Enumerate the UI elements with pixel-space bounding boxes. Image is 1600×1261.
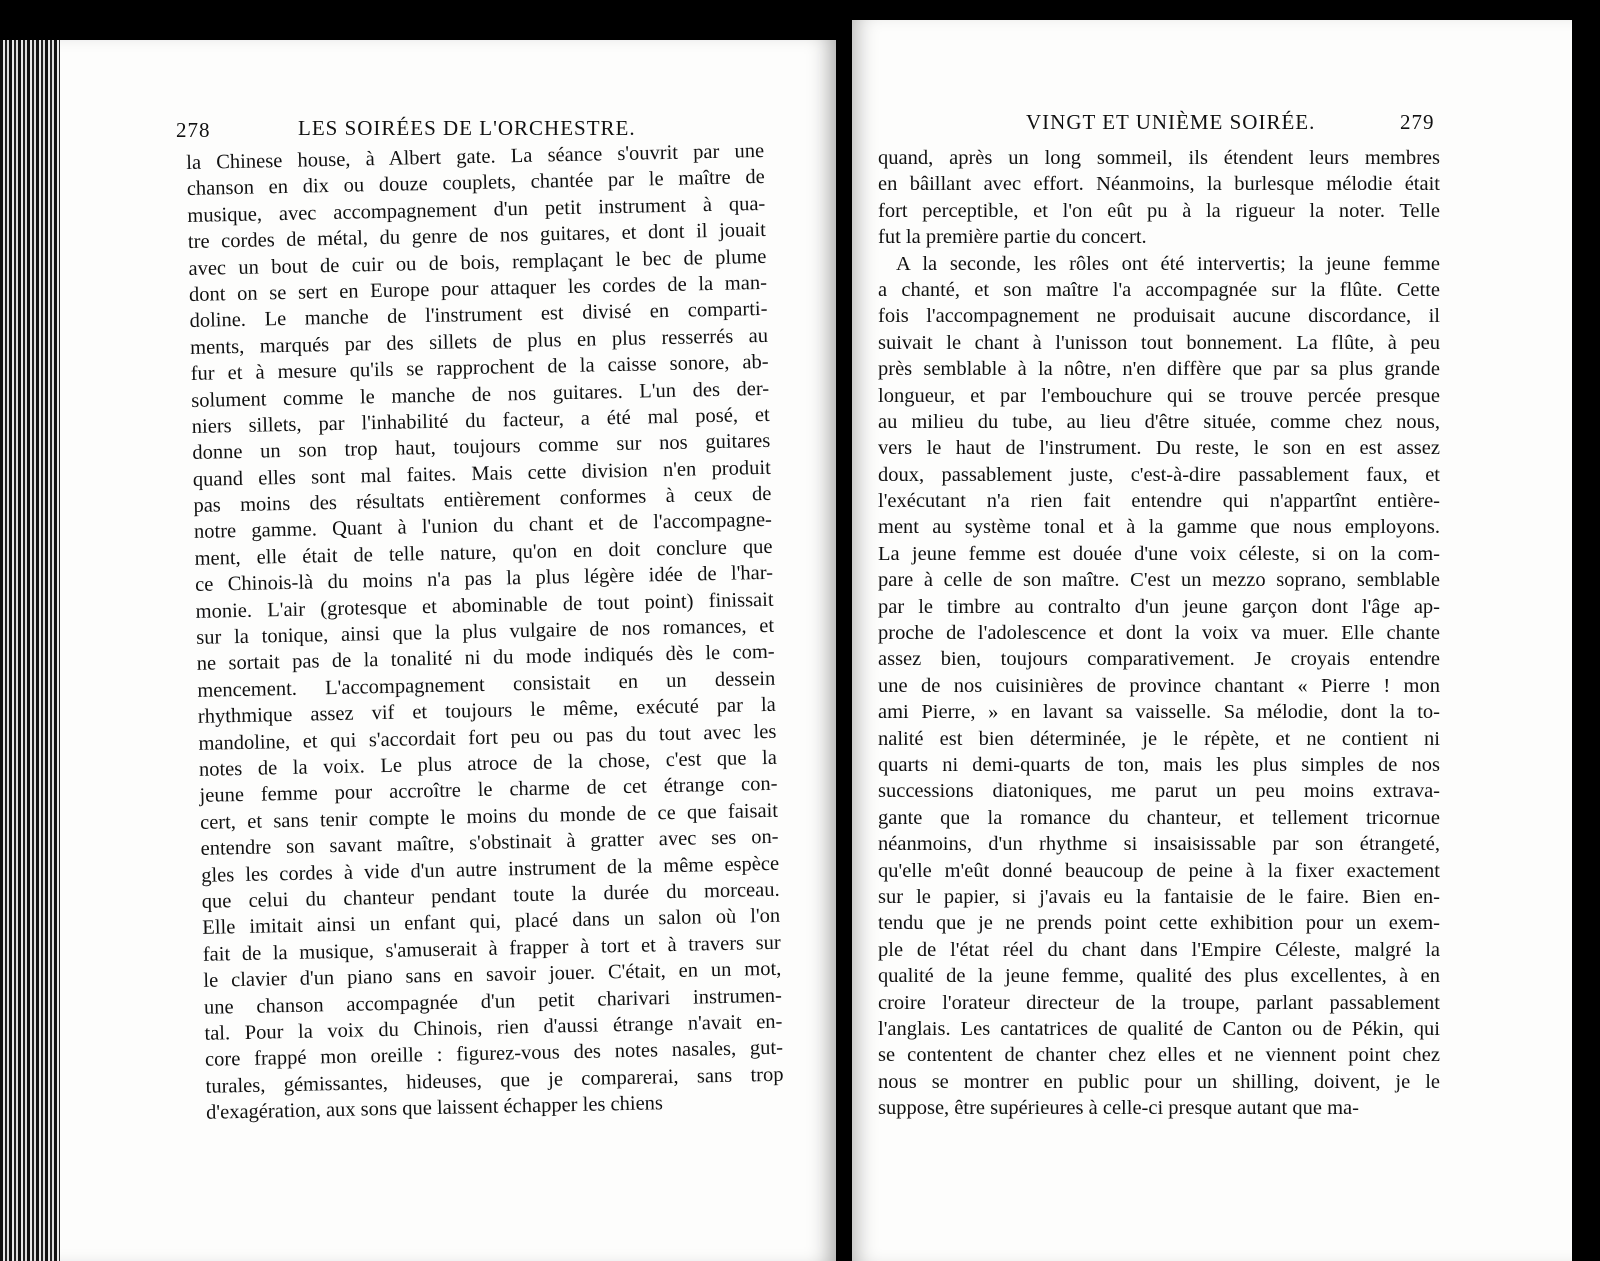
text-line: nous se montrer en public pour un shilling, doivent, je le (878, 1070, 1440, 1093)
text-line: nalité est bien déterminée, je le répète, et ne contient ni (878, 727, 1440, 750)
text-line: ami Pierre, » en lavant sa vaisselle. Sa mélodie, dont la to- (878, 701, 1440, 724)
text-line: une chanson accompagnée d'un petit charivari instrumen- (203, 984, 783, 1019)
text-line: fois l'accompagnement ne produisait aucune discordance, il (878, 305, 1440, 328)
text-line: notes de la voix. Le plus atroce de la chose, c'est que la (198, 746, 778, 781)
text-line: assez bien, toujours comparativement. Je croyais entendre (878, 648, 1440, 671)
text-line: que celui du chanteur pendant toute la durée du morceau. (201, 878, 780, 913)
text-line: sur la tonique, ainsi que la plus vulgaire de nos romances, et (195, 614, 775, 649)
text-line: néanmoins, d'un rhythme si insaisissable par son étrangeté, (878, 833, 1440, 856)
left-running-head: LES SOIRÉES DE L'ORCHESTRE. (298, 116, 636, 140)
text-line: tre cordes de métal, du genre de nos guitares, et dont il jouait (187, 219, 767, 254)
text-line: successions diatoniques, me parut un peu moins extrava- (878, 780, 1440, 803)
text-line: une de nos cuisinières de province chantant « Pierre ! mon (878, 674, 1440, 697)
right-running-head: VINGT ET UNIÈME SOIRÉE. (1026, 110, 1316, 134)
right-page-text (878, 145, 1440, 1121)
text-line: chanson en dix ou douze couplets, chantée par le maître de (186, 166, 765, 201)
text-line: turales, gémissantes, hideuses, que je comparerai, sans trop (205, 1063, 784, 1098)
text-line: entendre son savant maître, s'obstinait à gratter avec ses on- (200, 825, 779, 861)
text-line: rhythmique assez vif et toujours le même, exécuté par la (197, 693, 776, 729)
right-page-number: 279 (1400, 110, 1435, 134)
book-gutter (836, 30, 852, 1261)
text-line: vers le haut de l'instrument. Du reste, le son en est assez (878, 437, 1440, 460)
text-line: ce Chinois-là du moins n'a pas la plus légère idée de l'har- (194, 562, 774, 597)
text-line: notre gamme. Quant à l'union du chant et de l'accompagne- (193, 509, 773, 544)
left-page (60, 40, 836, 1261)
text-line: mencement. L'accompagnement consistait en un dessein (197, 667, 776, 702)
text-line: ment au système tonal et à la gamme que nous employons. (878, 516, 1440, 539)
text-line: ment, elle était de telle nature, qu'on en doit conclure que (194, 535, 773, 570)
text-line: A la seconde, les rôles ont été intervertis; la jeune femme (896, 252, 1440, 275)
text-line: mandoline, et qui s'accordait fort peu ou pas du tout avec les (198, 720, 777, 755)
text-line: longueur, et par l'embouchure qui se trouve percée presque (878, 384, 1440, 407)
text-line: qualité de la jeune femme, qualité des plus excellentes, à en (878, 965, 1440, 988)
text-line: près semblable à la nôtre, n'en diffère que par sa plus grande (878, 358, 1440, 381)
text-line: doux, passablement juste, c'est-à-dire passablement faux, et (878, 463, 1440, 486)
text-line: croire l'orateur directeur de la troupe, parlant passablement (878, 991, 1440, 1014)
text-line: l'exécutant n'a rien fait entendre qui n'appartînt entière- (878, 490, 1440, 513)
text-line: en bâillant avec effort. Néanmoins, la burlesque mélodie était (878, 173, 1440, 196)
text-line: avec un bout de cuir ou de bois, remplaçant le bec de plume (188, 245, 767, 280)
text-line: pare à celle de son maître. C'est un mezzo soprano, semblable (878, 569, 1440, 592)
text-line: quarts ni demi-quarts de ton, mais les plus simples de nos (878, 753, 1440, 776)
text-line: proche de l'adolescence et dont la voix va muer. Elle chante (878, 622, 1440, 645)
text-line: le clavier d'un piano sans en savoir jouer. C'était, en un mot, (203, 957, 782, 992)
text-line: a chanté, et son maître l'a accompagnée sur la flûte. Cette (878, 278, 1440, 301)
text-line: ne sortait pas de la tonalité ni du mode indiqués dès le com- (196, 641, 775, 676)
text-line: fait de la musique, s'amuserait à frapper à tort et à travers sur (202, 931, 781, 966)
text-line: tal. Pour la voix du Chinois, rien d'aussi étrange n'avait en- (204, 1010, 783, 1045)
text-line: tendu que je ne prends point cette exhibition pour un exem- (878, 912, 1440, 935)
text-line: dont on se sert en Europe pour attaquer les cordes de la man- (188, 271, 768, 306)
text-line: donne un son trop haut, toujours comme sur nos guitares (192, 430, 771, 465)
text-line: suppose, être supérieures à celle-ci presque autant que ma- (878, 1097, 1359, 1120)
text-line: ments, marqués par des sillets de plus en plus resserrés au (189, 324, 769, 359)
text-line: musique, avec accompagnement d'un petit instrument à qua- (187, 192, 766, 227)
text-line: qu'elle m'eût donné beaucoup de peine à la fixer exactement (878, 859, 1440, 882)
text-line: quand elles sont mal faites. Mais cette division n'en produit (192, 456, 772, 491)
text-line: gante que la romance du chanteur, et tellement tricornue (878, 806, 1440, 829)
text-line: solument comme le manche de nos guitares. L'un des der- (191, 377, 770, 412)
text-line: monie. L'air (grotesque et abominable de tout point) finissait (195, 588, 774, 623)
text-line: la Chinese house, à Albert gate. La séance s'ouvrit par une (186, 139, 765, 174)
text-line: fort perceptible, et l'on eût pu à la rigueur la noter. Telle (878, 199, 1440, 222)
text-line: fur et à mesure qu'ils se rapprochent de la caisse sonore, ab- (190, 350, 769, 386)
text-line: quand, après un long sommeil, ils étendent leurs membres (878, 147, 1440, 169)
text-line: La jeune femme est douée d'une voix céleste, si on la com- (878, 542, 1440, 565)
text-line: suivait le chant à l'unisson tout bonnement. La flûte, à peu (878, 331, 1440, 354)
right-page (852, 20, 1572, 1261)
text-line: jeune femme pour accroître le charme de cet étrange con- (199, 773, 778, 808)
text-line: par le timbre au contralto d'un jeune garçon dont l'âge ap- (878, 595, 1440, 618)
text-line: ple de l'état réel du chant dans l'Empire Céleste, malgré la (878, 938, 1440, 961)
text-line: sur le papier, si j'avais eu la fantaisie de le faire. Bien en- (878, 885, 1440, 908)
left-page-text (186, 138, 784, 1126)
text-line: gles les cordes à vide d'un autre instrument de la même espèce (200, 852, 780, 887)
text-line: niers sillets, par l'inhabilité du facteur, a été mal posé, et (191, 403, 770, 438)
book-binding-edge (0, 40, 62, 1261)
text-line: Elle imitait ainsi un enfant qui, placé dans un salon où l'on (202, 905, 781, 940)
text-line: fut la première partie du concert. (878, 226, 1147, 249)
text-line: pas moins des résultats entièrement conformes à ceux de (193, 482, 772, 517)
text-line: l'anglais. Les cantatrices de qualité de Canton ou de Pékin, qui (878, 1017, 1440, 1040)
text-line: core frappé mon oreille : figurez-vous des notes nasales, gut- (204, 1036, 784, 1072)
text-line: au milieu du tube, au lieu d'être située, comme chez nous, (878, 410, 1440, 433)
text-line: se contentent de chanter chez elles et ne viennent point chez (878, 1044, 1440, 1067)
left-page-number: 278 (176, 118, 211, 142)
text-line: d'exagération, aux sons que laissent échapper les chiens (205, 1092, 664, 1124)
text-line: cert, et sans tenir compte le moins du monde de ce que faisait (199, 799, 779, 834)
text-line: doline. Le manche de l'instrument est divisé en comparti- (189, 298, 768, 333)
